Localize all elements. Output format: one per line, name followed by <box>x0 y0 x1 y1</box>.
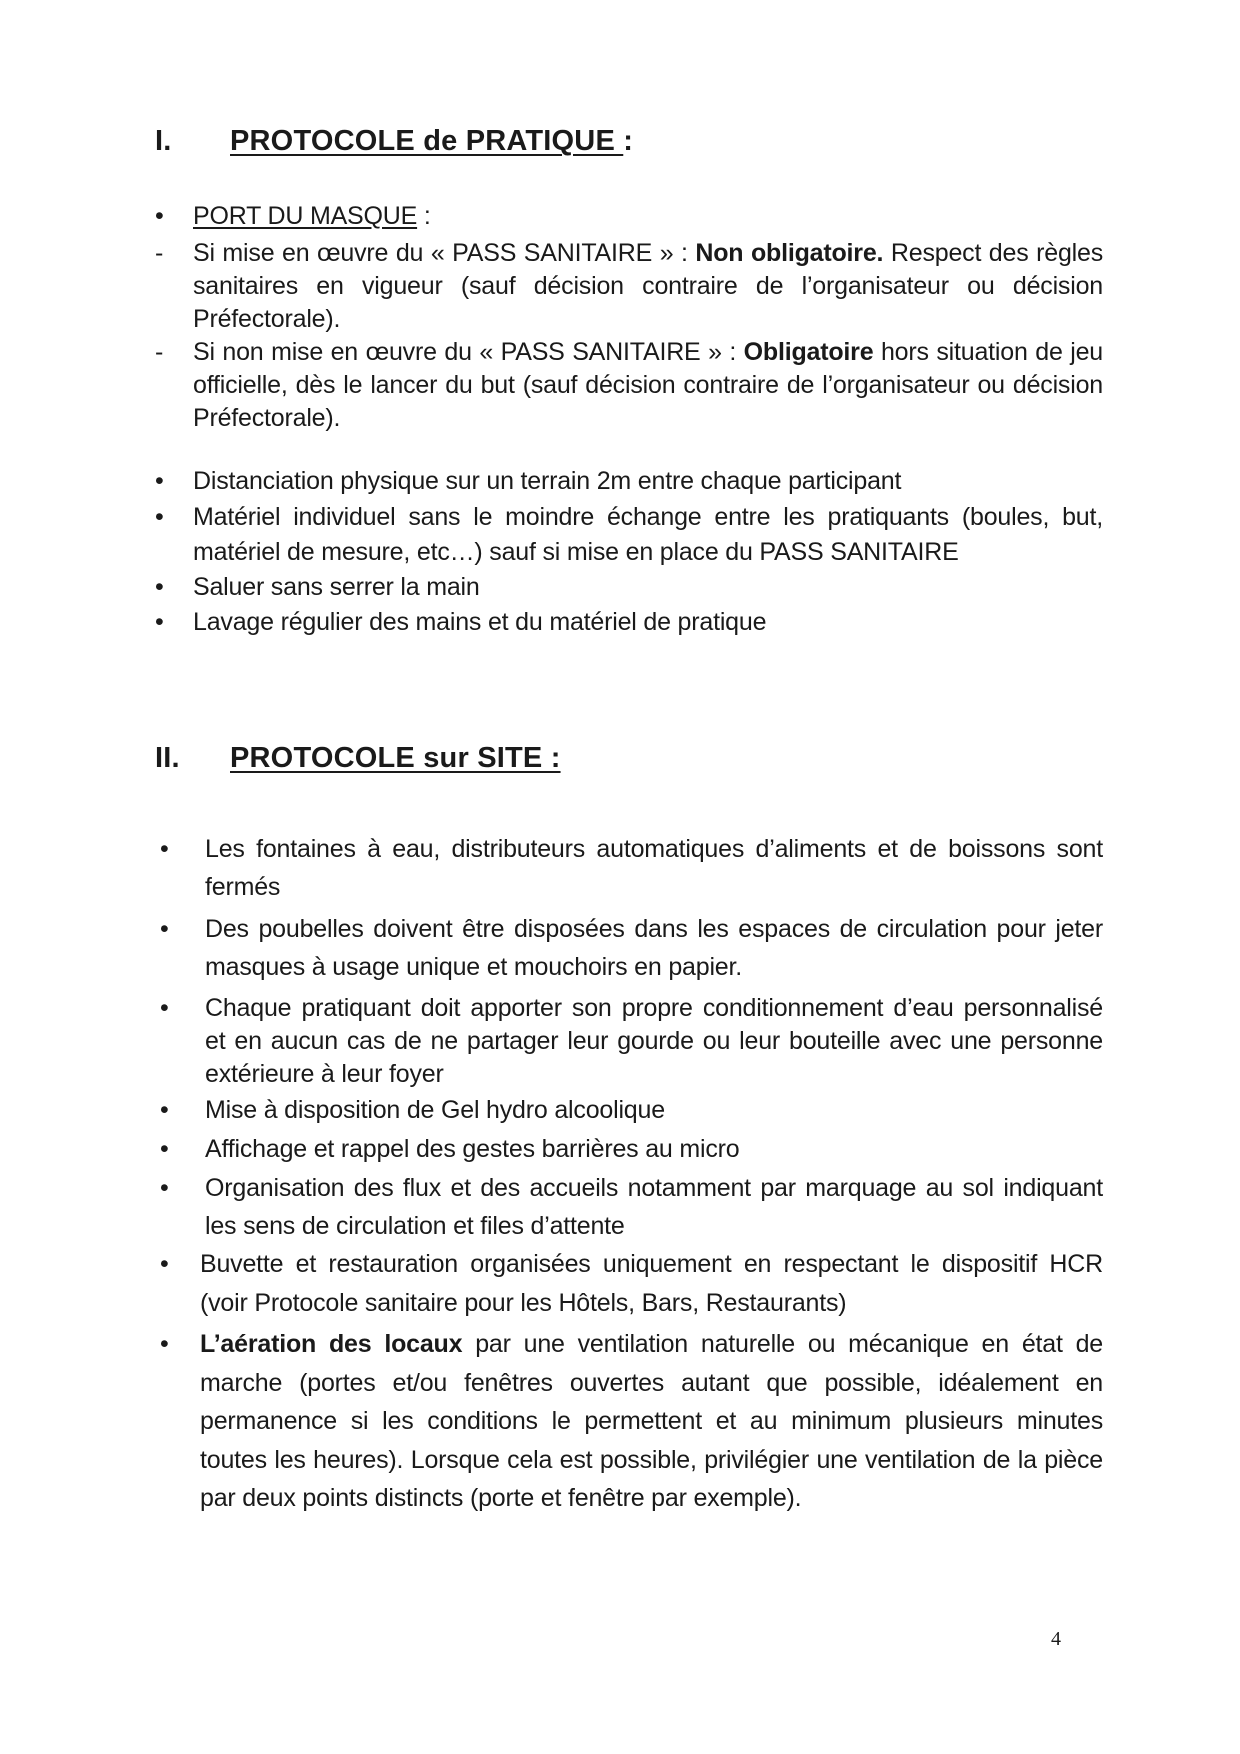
list-item <box>160 992 1103 1091</box>
list-item-text: Buvette et restauration organisées uniquement en respectant le dispositif HCR (voir Protocole sanitaire pour les Hôtels, Bars, Restaurants) <box>200 1250 1103 1317</box>
list-item-text: Saluer sans serrer la main <box>193 573 480 601</box>
bullet-icon: • <box>155 608 164 636</box>
mask-rule-item <box>155 336 1103 435</box>
list-item <box>160 1169 1103 1245</box>
list-item-text: Affichage et rappel des gestes barrières au micro <box>205 1135 740 1163</box>
section-1-content <box>155 200 1103 640</box>
list-item <box>155 463 1103 500</box>
list-item-text: Des poubelles doivent être disposées dans les espaces de circulation pour jeter masques à usage unique et mouchoirs en papier. <box>205 915 1103 981</box>
section-heading-1 <box>155 125 633 158</box>
bullet-icon: • <box>160 1174 169 1202</box>
dash-icon: - <box>155 338 164 366</box>
bullet-icon: • <box>155 202 164 230</box>
list-item <box>160 910 1103 986</box>
list-item <box>160 830 1103 906</box>
bullet-icon: • <box>160 835 169 863</box>
list-item-text: Les fontaines à eau, distributeurs automatiques d’aliments et de boissons sont fermés <box>205 835 1103 901</box>
section-colon: : <box>623 125 634 157</box>
rule-text-pre: Si mise en œuvre du « PASS SANITAIRE » : <box>193 239 696 267</box>
bullet-icon: • <box>160 1135 169 1163</box>
list-item-text: Distanciation physique sur un terrain 2m entre chaque participant <box>193 467 902 495</box>
list-item <box>155 570 1103 605</box>
rule-text-bold: Obligatoire <box>743 338 874 366</box>
mask-heading-item <box>155 200 1103 233</box>
bullet-icon: • <box>160 915 169 943</box>
mask-label: PORT DU MASQUE <box>193 202 418 230</box>
list-item <box>160 1129 1103 1169</box>
rule-text-bold: Non obligatoire. <box>695 239 884 267</box>
rule-text-post: hors situation de jeu officielle, dès le lancer du but (sauf décision contraire de l’organisateur ou décision Préfectorale). <box>193 338 1103 432</box>
bullet-icon: • <box>155 467 164 495</box>
bullet-icon: • <box>160 1330 169 1358</box>
rule-text-post: Respect des règles sanitaires en vigueur (sauf décision contraire de l’organisateur ou décision Préfectorale). <box>193 239 1104 333</box>
bullet-icon: • <box>160 1250 169 1278</box>
list-item-text: par une ventilation naturelle ou mécanique en état de marche (portes et/ou fenêtres ouvertes autant que possible, idéalement en permanence si les conditions le permettent et au minimum plusieurs minutes toutes les heures). Lorsque cela est possible, privilégier une ventilation de la pièce par deux points distincts (porte et fenêtre par exemple). <box>200 1330 1104 1512</box>
dash-icon: - <box>155 239 164 267</box>
bullet-icon: • <box>155 573 164 601</box>
list-item-text: Chaque pratiquant doit apporter son propre conditionnement d’eau personnalisé et en aucun cas de ne partager leur gourde ou leur bouteille avec une personne extérieure à leur foyer <box>205 994 1103 1088</box>
list-item <box>160 1245 1103 1323</box>
rule-text-pre: Si non mise en œuvre du « PASS SANITAIRE » : <box>193 338 744 366</box>
bullet-icon: • <box>160 994 169 1022</box>
section-title: PROTOCOLE sur SITE : <box>230 742 561 774</box>
page-number: 4 <box>1051 1628 1061 1650</box>
mask-label-suffix: : <box>417 202 431 230</box>
list-item-text: Matériel individuel sans le moindre échange entre les pratiquants (boules, but, matériel de mesure, etc…) sauf si mise en place du PASS SANITAIRE <box>193 503 1103 566</box>
list-item-text: Mise à disposition de Gel hydro alcoolique <box>205 1096 665 1124</box>
section-number: I. <box>155 125 172 157</box>
list-item-text: Organisation des flux et des accueils notamment par marquage au sol indiquant les sens de circulation et files d’attente <box>205 1174 1103 1240</box>
list-item-bold: L’aération des locaux <box>200 1330 463 1358</box>
list-item <box>155 500 1103 570</box>
mask-rule-item <box>155 237 1103 336</box>
bullet-icon: • <box>160 1096 169 1124</box>
bullet-icon: • <box>155 503 164 531</box>
section-number: II. <box>155 742 180 774</box>
section-2-content <box>160 830 1103 1518</box>
list-item <box>160 1325 1103 1518</box>
list-item <box>160 1091 1103 1129</box>
section-heading-2 <box>155 742 561 775</box>
section-title: PROTOCOLE de PRATIQUE <box>230 125 615 157</box>
list-item-text: Lavage régulier des mains et du matériel de pratique <box>193 608 767 636</box>
list-item <box>155 605 1103 640</box>
